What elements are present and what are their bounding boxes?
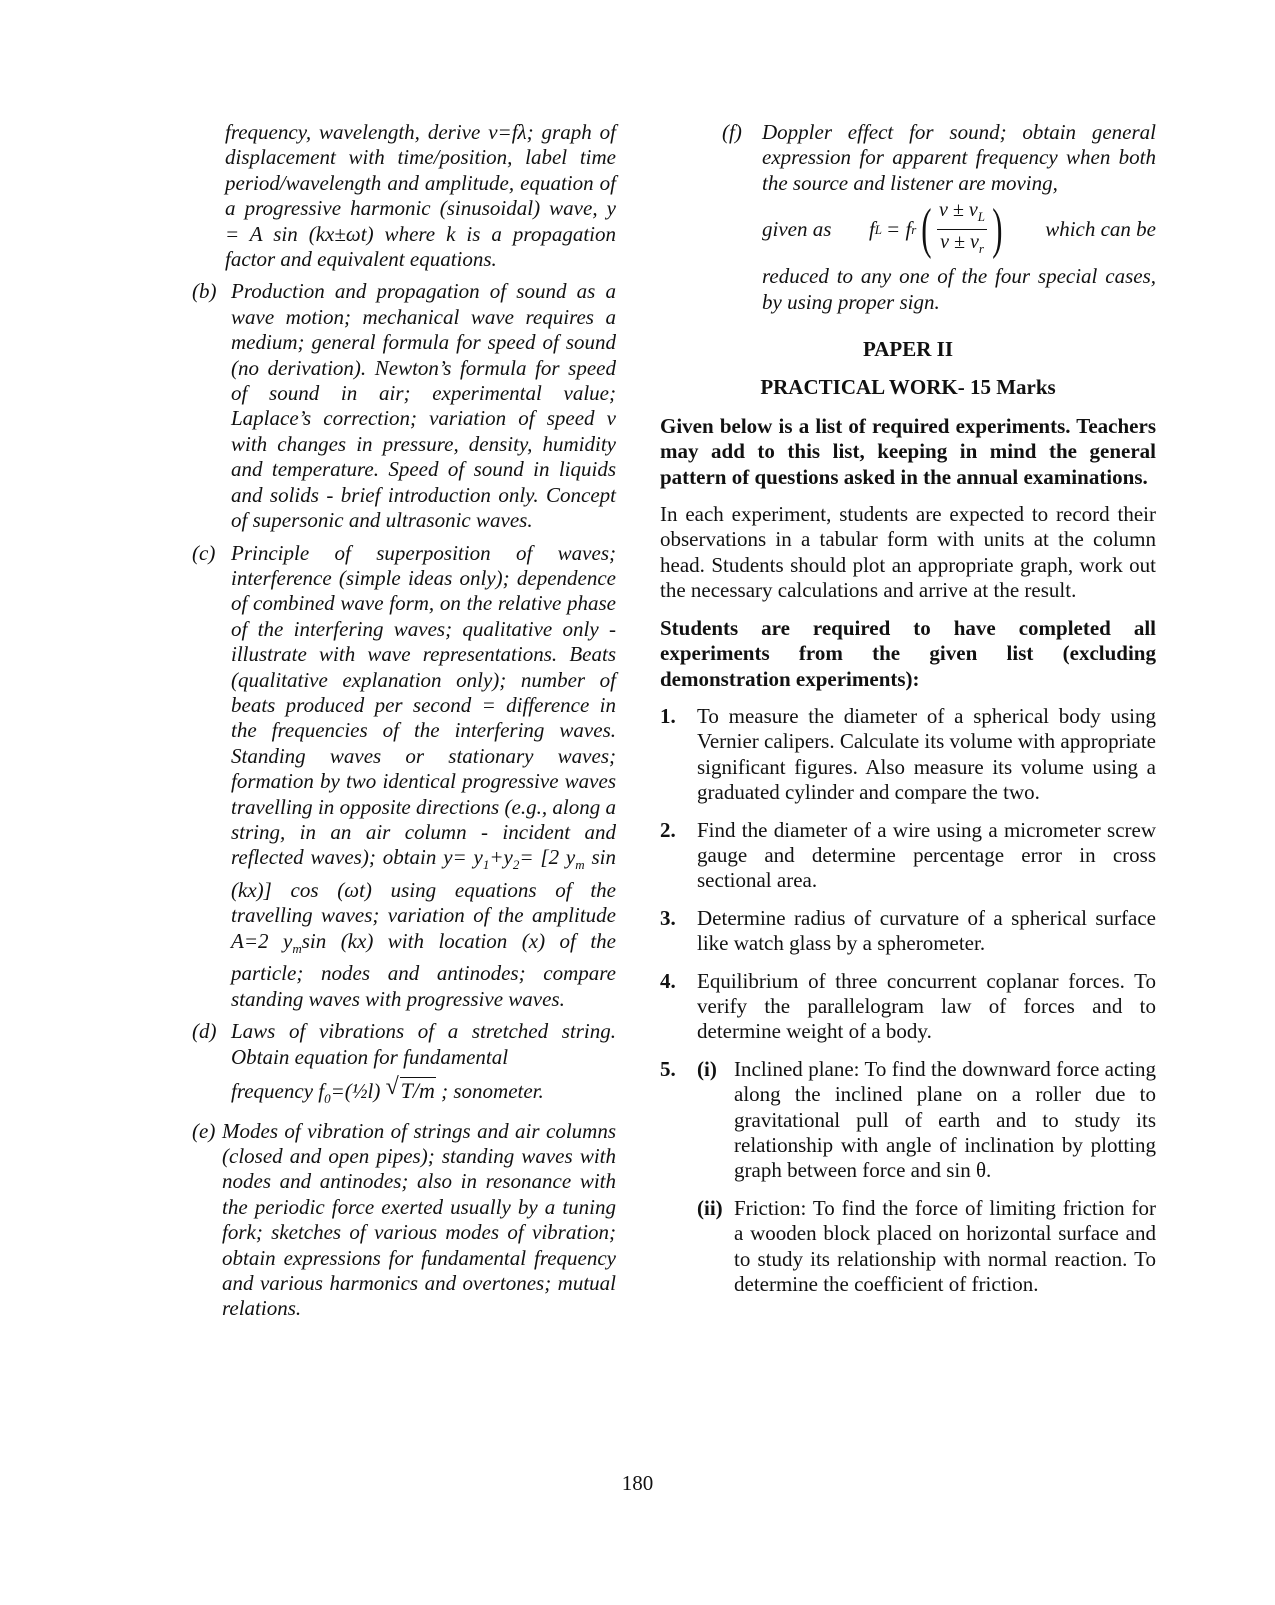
eq-sub: m xyxy=(575,857,585,873)
sub-label: (i) xyxy=(697,1056,717,1081)
standing-wave-equation xyxy=(231,845,616,1010)
eq-sub: 1 xyxy=(482,857,490,873)
item-c-label: (c) xyxy=(192,540,216,565)
freq-part: ; sonometer. xyxy=(435,1079,544,1103)
recording-instructions: In each experiment, students are expected to record their observations in a tabular form with units at the column head. Students should plot an appropriate graph, work out the necessary calculations and arrive at the result. xyxy=(660,502,1156,603)
experiment-number: 2. xyxy=(660,817,676,842)
eq-part: y= y xyxy=(443,845,483,870)
intro-paragraph: frequency, wavelength, derive v=fλ; graph of displacement with time/position, label time period/wavelength and amplitude, equation of a progressive harmonic (sinusoidal) wave, y = A sin (kx±ωt) where k is a propagation factor and equivalent equations. xyxy=(225,120,616,272)
eq-sub: L xyxy=(874,221,883,237)
sub-label: (ii) xyxy=(697,1195,723,1220)
experiment-number: 4. xyxy=(660,968,676,993)
fraction xyxy=(937,198,987,261)
item-b-label: (b) xyxy=(192,279,217,304)
item-d-text: Laws of vibrations of a stretched string. Obtain equation for fundamental xyxy=(231,1019,616,1069)
eq-part: +y xyxy=(489,845,513,870)
eq-part: = [2 y xyxy=(519,845,576,870)
item-f xyxy=(660,120,1156,315)
item-f-text: Doppler effect for sound; obtain general expression for apparent frequency when both the source and listener are moving, xyxy=(762,120,1156,195)
experiment-5-i xyxy=(660,1057,1156,1184)
item-c-text: Principle of superposition of waves; interference (simple ideas only); dependence of combined wave form, on the relative phase of the interfering waves; qualitative only - illustrate with wave representations. Beats (qualitative explanation only); number of beats produced per second = difference in the frequencies of the interfering waves. Standing waves or stationary waves; formation by two identical progressive waves travelling in opposite directions (e.g., along a string, in an air column - incident and reflected waves); obtain xyxy=(231,540,616,870)
paper-title: PAPER II xyxy=(862,337,954,362)
freq-part: frequency f xyxy=(231,1079,325,1103)
experiments-intro: Given below is a list of required experiments. Teachers may add to this list, keeping in mind the general pattern of questions asked in the annual examinations. xyxy=(660,413,1156,489)
freq-part: =(½l) xyxy=(330,1079,381,1103)
item-e xyxy=(192,1119,616,1322)
item-c xyxy=(192,541,616,1013)
item-f-text2: reduced to any one of the four special cases, by using proper sign. xyxy=(762,264,1156,314)
num-text: v ± v xyxy=(939,198,978,221)
eq-part: sin (kx)] cos (ωt) using equations of the travelling waves; variation of the amplitude A=2 y xyxy=(231,845,617,953)
required-experiments-note: Students are required to have completed all experiments from the given list (excluding demonstration experiments): xyxy=(660,615,1156,691)
experiment-2 xyxy=(660,818,1156,894)
den-text: v ± v xyxy=(940,230,979,253)
num-sub: L xyxy=(977,208,985,224)
eq-sub: 2 xyxy=(512,857,520,873)
freq-sub: 0 xyxy=(324,1091,331,1107)
experiment-number: 1. xyxy=(660,703,676,728)
item-d xyxy=(192,1019,616,1111)
which-text: which can be xyxy=(1045,216,1156,241)
left-column xyxy=(192,120,616,1322)
item-e-text: Modes of vibration of strings and air columns (closed and open pipes); standing waves with nodes and antinodes; also in resonance with the periodic force exerted usually by a tuning fork; sketches of various modes of vibration; obtain expressions for fundamental frequency and various harmonics and overtones; mutual relations. xyxy=(222,1118,616,1321)
page-number: 180 xyxy=(621,1471,654,1495)
experiment-text: Find the diameter of a wire using a micrometer screw gauge and determine percentage error in cross sectional area. xyxy=(697,817,1156,893)
given-as-text: given as xyxy=(762,216,832,241)
practical-title: PRACTICAL WORK- 15 Marks xyxy=(760,375,1056,400)
experiment-5-ii xyxy=(660,1196,1156,1298)
experiment-number: 5. xyxy=(660,1056,676,1081)
radical-sign: √ xyxy=(385,1074,399,1100)
fundamental-frequency-formula xyxy=(231,1074,616,1112)
den-sub: r xyxy=(978,240,984,256)
left-paren: ( xyxy=(921,198,932,261)
item-b xyxy=(192,279,616,533)
eq-part: = f xyxy=(886,216,912,241)
doppler-formula xyxy=(762,198,1156,260)
eq-sub: m xyxy=(292,940,302,956)
eq-part: f xyxy=(868,216,875,241)
denominator xyxy=(940,230,984,261)
experiment-text: Friction: To find the force of limiting friction for a wooden block placed on horizontal surface and to study its relationship with normal reaction. To determine the coefficient of friction. xyxy=(734,1195,1156,1297)
item-f-label: (f) xyxy=(722,120,742,144)
experiment-text: Inclined plane: To find the downward force acting along the inclined plane on a roller due to gravitational pull of earth and to study its relationship with angle of inclination by plotting graph between force and sin θ. xyxy=(734,1056,1156,1183)
square-root xyxy=(385,1074,436,1103)
item-e-label: (e) xyxy=(192,1118,216,1143)
item-d-label: (d) xyxy=(192,1019,217,1044)
experiment-4 xyxy=(660,969,1156,1045)
right-paren: ) xyxy=(992,198,1003,261)
experiment-number: 3. xyxy=(660,905,676,930)
experiment-1 xyxy=(660,704,1156,806)
experiment-5 xyxy=(660,1057,1156,1298)
experiment-text: Determine radius of curvature of a spherical surface like watch glass by a spherometer. xyxy=(697,905,1156,956)
experiment-3 xyxy=(660,906,1156,957)
numerator xyxy=(937,198,987,230)
eq-part: sin (kx) with location (x) of the particle; nodes and antinodes; compare standing waves with progressive waves. xyxy=(231,928,617,1011)
experiment-text: To measure the diameter of a spherical body using Vernier calipers. Calculate its volume with appropriate significant figures. Also measure its volume using a graduated cylinder and compare the two. xyxy=(697,703,1156,805)
radicand: T/m xyxy=(400,1078,435,1103)
right-column xyxy=(660,120,1156,1297)
eq-sub: r xyxy=(911,221,917,237)
doppler-equation xyxy=(869,198,1008,261)
item-b-text: Production and propagation of sound as a wave motion; mechanical wave requires a medium; general formula for speed of sound (no derivation). Newton’s formula for speed of sound in air; experimental value; Laplace’s correction; variation of speed v with changes in pressure, density, humidity and temperature. Speed of sound in liquids and solids - brief introduction only. Concept of supersonic and ultrasonic waves. xyxy=(231,279,616,533)
experiment-text: Equilibrium of three concurrent coplanar forces. To verify the parallelogram law of forces and to determine weight of a body. xyxy=(697,968,1156,1044)
